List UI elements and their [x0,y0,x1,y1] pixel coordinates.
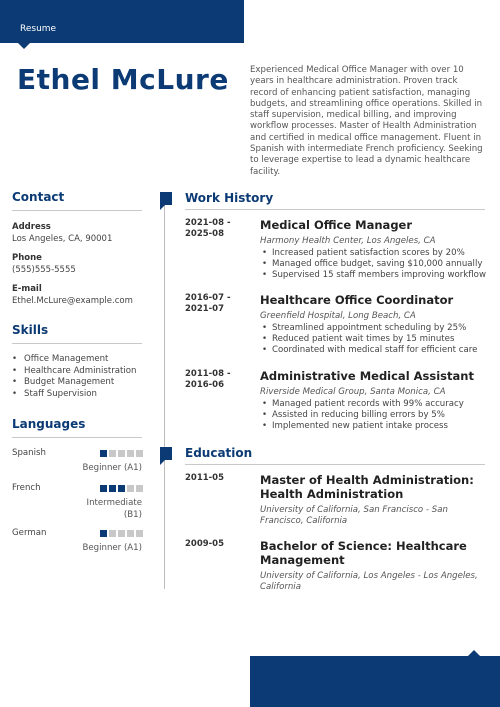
skill-item: • Budget Management [12,377,142,389]
entry-dates: 2009-05 [185,539,225,549]
email-value: Ethel.McLure@example.com [12,296,133,306]
rating-square [136,485,143,492]
language-rating [100,530,143,537]
contact-section [12,190,142,306]
rating-square [109,530,116,537]
institution: University of California, Los Angeles - Los Angeles, California [260,571,478,592]
timeline-line [164,197,165,589]
address-label: Address [12,222,51,232]
rating-square [136,530,143,537]
job-title: Medical Office Manager [260,218,413,232]
achievement-item: • Assisted in reducing billing errors by 5% [260,410,488,421]
language-name: French [12,483,41,493]
language-row [12,448,142,483]
employer: Greenfield Hospital, Long Beach, CA [260,311,416,321]
language-row [12,483,142,528]
divider [12,343,142,344]
achievement-item: • Increased patient satisfaction scores by 20% [260,248,488,259]
language-level: Beginner (A1) [82,463,142,473]
rating-square [127,530,134,537]
languages-section [12,417,142,558]
work-history-heading: Work History [185,191,274,205]
achievement-item: • Managed office budget, saving $10,000 annually [260,259,488,270]
education-heading: Education [185,446,253,460]
email-label: E-mail [12,284,42,294]
employer: Harmony Health Center, Los Angeles, CA [260,236,436,246]
divider [185,209,485,210]
rating-square [109,450,116,457]
rating-square [127,450,134,457]
section-marker [160,192,172,205]
address-value: Los Angeles, CA, 90001 [12,234,113,244]
section-marker [160,447,172,460]
achievement-item: • Implemented new patient intake process [260,421,488,432]
language-rating [100,485,143,492]
skills-heading: Skills [12,323,49,337]
left-column [12,190,142,558]
phone-label: Phone [12,253,42,263]
entry-dates: 2016-07 - 2021-07 [185,293,231,314]
header-banner [0,0,244,43]
rating-square [109,485,116,492]
degree-title: Bachelor of Science: Healthcare Management [260,539,467,567]
entry-dates: 2011-05 [185,473,225,483]
footer-notch [468,650,480,656]
divider [12,210,142,211]
skill-item: • Office Management [12,354,142,366]
entry-dates: 2011-08 - 2016-06 [185,369,231,390]
language-row [12,528,142,558]
rating-square [100,485,107,492]
language-level: Beginner (A1) [82,543,142,553]
candidate-name: Ethel McLure [17,63,229,96]
profile-summary: Experienced Medical Office Manager with over 10 years in healthcare administration. Proven track record of enhancing patient satisfaction, managing budgets, and streamlining office operations. Skilled in staff supervision, medical billing, and improving workflow processes. Master of Health Administration and certified in medical office management. Fluent in Spanish with intermediate French proficiency. Seeking to leverage expertise to lead a dynamic healthcare facility. [250,65,483,177]
rating-square [118,530,125,537]
divider [12,437,142,438]
language-rating [100,450,143,457]
language-name: German [12,528,47,538]
rating-square [127,485,134,492]
resume-label: Resume [20,24,57,34]
contact-heading: Contact [12,190,65,204]
rating-square [136,450,143,457]
language-level: Intermediate (B1) [86,498,142,520]
language-name: Spanish [12,448,46,458]
rating-square [118,450,125,457]
achievement-item: • Managed patient records with 99% accuracy [260,399,488,410]
footer-block [250,656,500,707]
institution: University of California, San Francisco - San Francisco, California [260,505,448,526]
skill-item: • Staff Supervision [12,389,142,401]
employer: Riverside Medical Group, Santa Monica, CA [260,387,446,397]
achievement-item: • Coordinated with medical staff for efficient care [260,345,488,356]
divider [185,464,485,465]
degree-title: Master of Health Administration: Health Administration [260,473,474,501]
rating-square [118,485,125,492]
achievement-item: • Reduced patient wait times by 15 minutes [260,334,488,345]
banner-notch [18,43,30,49]
entry-dates: 2021-08 - 2025-08 [185,218,231,239]
phone-value: (555)555-5555 [12,265,76,275]
job-title: Administrative Medical Assistant [260,369,474,383]
job-title: Healthcare Office Coordinator [260,293,454,307]
skill-item: • Healthcare Administration [12,366,142,378]
achievement-item: • Supervised 15 staff members improving workflow [260,270,488,281]
rating-square [100,530,107,537]
skills-section [12,323,142,400]
languages-heading: Languages [12,417,86,431]
rating-square [100,450,107,457]
achievement-item: • Streamlined appointment scheduling by 25% [260,323,488,334]
